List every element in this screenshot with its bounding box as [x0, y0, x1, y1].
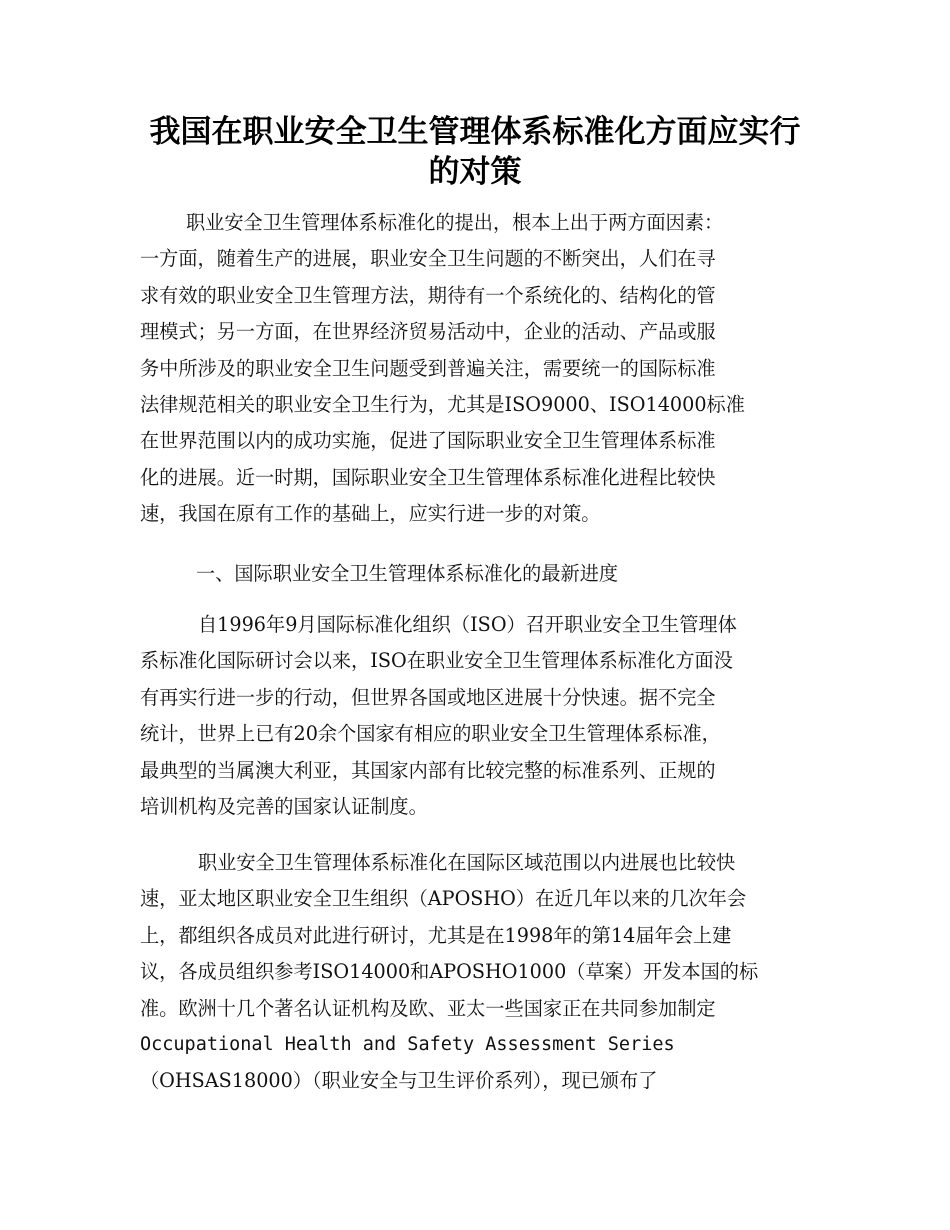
text-line: 速，我国在原有工作的基础上，应实行进一步的对策。	[140, 502, 601, 526]
text-line: 理模式；另一方面，在世界经济贸易活动中，企业的活动、产品或服	[140, 320, 716, 344]
title-line: 的对策	[428, 154, 522, 190]
text-line: （OHSAS18000）（职业安全与卫生评价系列），现已颁布了	[140, 1069, 658, 1093]
text-line: 一方面，随着生产的进展，职业安全卫生问题的不断突出，人们在寻	[140, 247, 716, 271]
text-line: 上，都组织各成员对此进行研讨，尤其是在1998年的第14届年会上建	[140, 923, 732, 947]
document-title	[140, 112, 810, 192]
text-line: 在世界范围以内的成功实施，促进了国际职业安全卫生管理体系标准	[140, 429, 716, 453]
text-line: 职业安全卫生管理体系标准化在国际区域范围以内进展也比较快	[198, 851, 736, 874]
text-line: 法律规范相关的职业安全卫生行为，尤其是ISO9000、ISO14000标准	[140, 392, 745, 416]
text-line: 化的进展。近一时期，国际职业安全卫生管理体系标准化进程比较快	[140, 465, 716, 489]
text-line: Occupational Health and Safety Assessment Series	[140, 1033, 675, 1055]
text-line: 求有效的职业安全卫生管理方法，期待有一个系统化的、结构化的管	[140, 283, 716, 307]
text-line: 议，各成员组织参考ISO14000和APOSHO1000（草案）开发本国的标	[140, 960, 759, 984]
section-heading	[140, 556, 816, 592]
paragraph-progress	[140, 607, 816, 825]
text-line: 培训机构及完善的国家认证制度。	[140, 794, 428, 818]
text-line: 系标准化国际研讨会以来，ISO在职业安全卫生管理体系标准化方面没	[140, 649, 733, 673]
text-line: 务中所涉及的职业安全卫生问题受到普遍关注，需要统一的国际标准	[140, 356, 716, 380]
paragraph-intro	[140, 205, 816, 533]
text-line: 速，亚太地区职业安全卫生组织（APOSHO）在近几年以来的几次年会	[140, 887, 747, 911]
text-line: 有再实行进一步的行动，但世界各国或地区进展十分快速。据不完全	[140, 685, 716, 709]
paragraph-regional	[140, 845, 816, 1100]
section-heading-text: 一、国际职业安全卫生管理体系标准化的最新进度	[196, 562, 619, 585]
text-line: 最典型的当属澳大利亚，其国家内部有比较完整的标准系列、正规的	[140, 758, 716, 782]
text-line: 职业安全卫生管理体系标准化的提出，根本上出于两方面因素：	[186, 211, 724, 234]
text-line: 自1996年9月国际标准化组织（ISO）召开职业安全卫生管理体	[198, 613, 737, 636]
title-line: 我国在职业安全卫生管理体系标准化方面应实行	[149, 114, 801, 150]
text-line: 准。欧洲十几个著名认证机构及欧、亚太一些国家正在共同参加制定	[140, 996, 716, 1020]
text-line: 统计，世界上已有20余个国家有相应的职业安全卫生管理体系标准，	[140, 722, 721, 746]
